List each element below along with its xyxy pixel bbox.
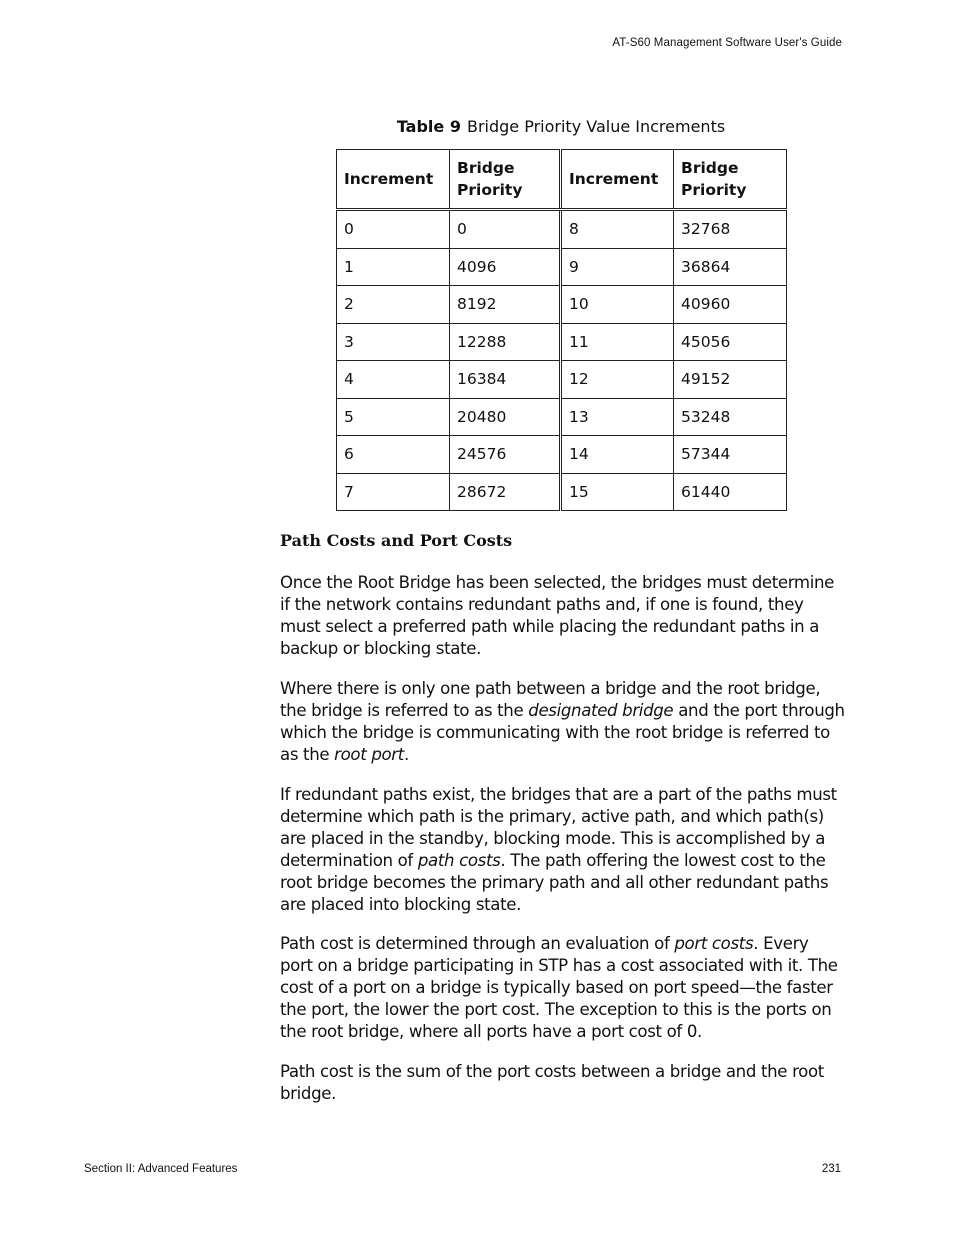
table-cell: 14	[561, 436, 674, 474]
table-cell: 12288	[450, 323, 561, 361]
table-cell: 24576	[450, 436, 561, 474]
table-row	[337, 398, 787, 436]
running-header: AT-S60 Management Software User's Guide	[612, 37, 842, 49]
paragraph-text: Path cost is determined through an evaluation of	[280, 934, 675, 953]
header-bridge-priority: Bridge Priority	[450, 150, 561, 210]
table-cell: 11	[561, 323, 674, 361]
term-root-port: root port	[334, 744, 404, 764]
footer-section-name: Section II: Advanced Features	[84, 1163, 238, 1175]
table-cell: 6	[337, 436, 450, 474]
table-cell: 57344	[674, 436, 787, 474]
table-caption	[336, 117, 786, 136]
table-cell: 28672	[450, 473, 561, 511]
table-cell: 40960	[674, 286, 787, 324]
paragraph-text: If redundant paths exist, the bridges that are a part of the paths must determine which path is the primary, active path, and which path(s) are placed in the standby, blocking mode. This is accomplished by a determination of	[280, 785, 837, 870]
term-path-costs: path costs	[417, 850, 501, 870]
table-cell: 16384	[450, 361, 561, 399]
table-cell: 49152	[674, 361, 787, 399]
table-cell: 10	[561, 286, 674, 324]
table-cell: 61440	[674, 473, 787, 511]
term-port-costs: port costs	[674, 934, 754, 953]
body-paragraph	[280, 784, 846, 915]
table-cell: 53248	[674, 398, 787, 436]
body-paragraph	[280, 933, 846, 1043]
table-row	[337, 436, 787, 474]
table-row	[337, 323, 787, 361]
body-paragraph	[280, 678, 846, 766]
table-cell: 0	[450, 210, 561, 249]
paragraph-text: Where there is only one path between a bridge and the root bridge, the bridge is referred to as the	[280, 679, 821, 720]
table-header-row	[337, 150, 787, 210]
table-caption-text: Bridge Priority Value Increments	[466, 117, 726, 136]
table-cell: 4096	[450, 248, 561, 286]
bridge-priority-table	[336, 149, 787, 511]
paragraph-text: . The path offering the lowest cost to the root bridge becomes the primary path and all other redundant paths are placed into blocking state.	[280, 850, 829, 914]
paragraph-text: Once the Root Bridge has been selected, the bridges must determine if the network contains redundant paths and, if one is found, they must select a preferred path while placing the redundant paths in a backup or blocking state.	[280, 573, 835, 658]
table-cell: 45056	[674, 323, 787, 361]
section-heading: Path Costs and Port Costs	[280, 531, 513, 550]
table-row	[337, 248, 787, 286]
table-cell: 8	[561, 210, 674, 249]
table-cell: 13	[561, 398, 674, 436]
header-increment: Increment	[561, 150, 674, 210]
bridge-priority-table-container	[336, 149, 786, 511]
table-cell: 15	[561, 473, 674, 511]
table-cell: 2	[337, 286, 450, 324]
paragraph-text: and the port through which the bridge is communicating with the root bridge is referred to as the	[280, 700, 845, 764]
table-caption-label: Table 9	[396, 117, 461, 136]
table-cell: 32768	[674, 210, 787, 249]
paragraph-text: .	[403, 744, 409, 764]
body-paragraph	[280, 1061, 846, 1105]
header-increment: Increment	[337, 150, 450, 210]
table-cell: 9	[561, 248, 674, 286]
table-cell: 3	[337, 323, 450, 361]
table-cell: 20480	[450, 398, 561, 436]
table-row	[337, 286, 787, 324]
paragraph-text: . Every port on a bridge participating in STP has a cost associated with it. The cost of a port on a bridge is typically based on port speed—the faster the port, the lower the port cost. The exception to this is the ports on the root bridge, where all ports have a port cost of 0.	[280, 934, 838, 1041]
footer-page-number: 231	[821, 1163, 841, 1175]
table-row	[337, 210, 787, 249]
paragraph-text: Path cost is the sum of the port costs between a bridge and the root bridge.	[280, 1062, 824, 1103]
table-cell: 0	[337, 210, 450, 249]
table-row	[337, 473, 787, 511]
body-paragraph	[280, 572, 846, 660]
table-cell: 5	[337, 398, 450, 436]
table-row	[337, 361, 787, 399]
table-cell: 4	[337, 361, 450, 399]
table-cell: 12	[561, 361, 674, 399]
term-designated-bridge: designated bridge	[528, 700, 674, 720]
table-cell: 8192	[450, 286, 561, 324]
header-bridge-priority: Bridge Priority	[674, 150, 787, 210]
table-cell: 36864	[674, 248, 787, 286]
table-cell: 1	[337, 248, 450, 286]
table-cell: 7	[337, 473, 450, 511]
